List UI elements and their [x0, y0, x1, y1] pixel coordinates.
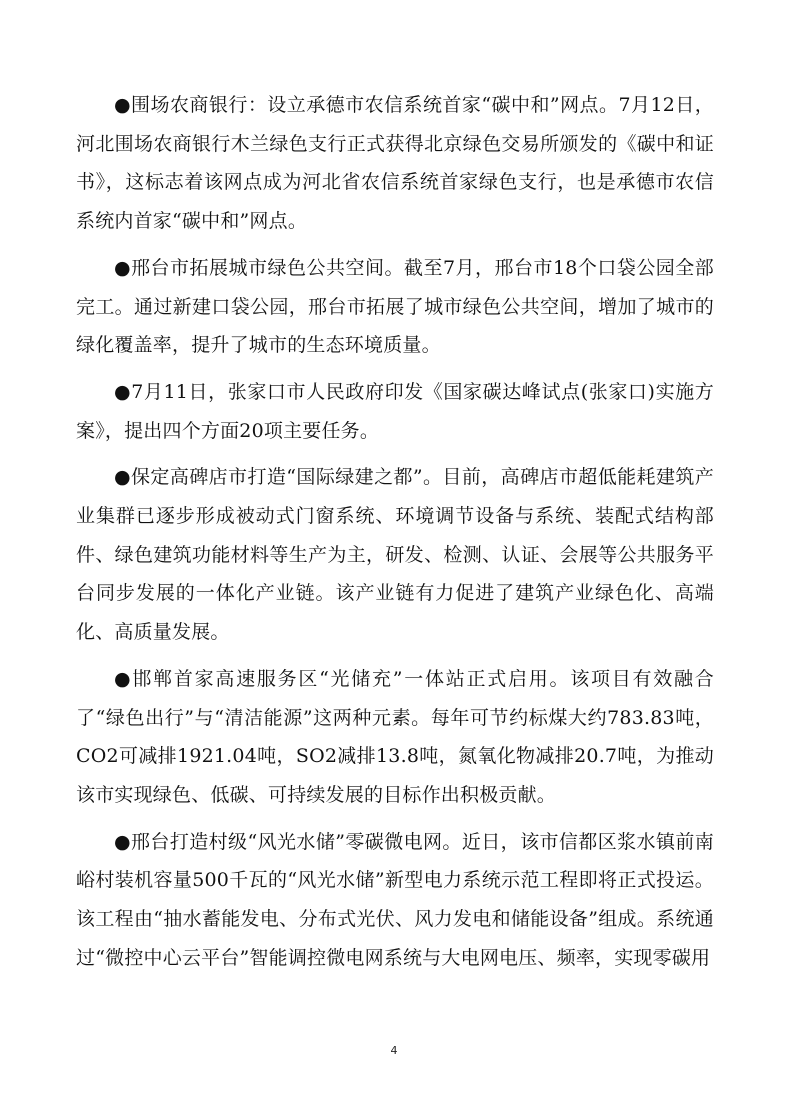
paragraph-xingtai-microgrid: ●邢台打造村级“风光水储”零碳微电网。近日，该市信都区浆水镇前南峪村装机容量500千瓦的“风光水储”新型电力系统示范工程即将正式投运。该工程由“抽水蓄能发电、分布式光伏、风力发电和储能设备”组成。系统通过“微控中心云平台”智能调控微电网系统与大电网电压、频率，实现零碳用 — [76, 830, 714, 969]
paragraph-xingtai-green-space: ●邢台市拓展城市绿色公共空间。截至7月，邢台市18个口袋公园全部完工。通过新建口袋公园，邢台市拓展了城市绿色公共空间，增加了城市的绿化覆盖率，提升了城市的生态环境质量。 — [76, 256, 714, 357]
paragraph-weichang-bank: ●围场农商银行：设立承德市农信系统首家“碳中和”网点。7月12日，河北围场农商银行木兰绿色支行正式获得北京绿色交易所颁发的《碳中和证书》，这标志着该网点成为河北省农信系统首家绿色支行，也是承德市农信系统内首家“碳中和”网点。 — [76, 94, 714, 233]
paragraph-gaobeidian-green-building: ●保定高碑店市打造“国际绿建之都”。目前，高碑店市超低能耗建筑产业集群已逐步形成被动式门窗系统、环境调节设备与系统、装配式结构部件、绿色建筑功能材料等生产为主，研发、检测、认证、会展等公共服务平台同步发展的一体化产业链。该产业链有力促进了建筑产业绿色化、高端化、高质量发展。 — [76, 466, 714, 644]
page-number: 4 — [390, 1044, 398, 1057]
paragraph-zhangjiakou-plan: ●7月11日，张家口市人民政府印发《国家碳达峰试点(张家口)实施方案》，提出四个方面20项主要任务。 — [76, 380, 714, 442]
paragraph-handan-charging-station: ●邯郸首家高速服务区“光储充”一体站正式启用。该项目有效融合了“绿色出行”与“清洁能源”这两种元素。每年可节约标煤大约783.83吨，CO2可减排1921.04吨，SO2减排13.8吨，氮氧化物减排20.7吨，为推动该市实现绿色、低碳、可持续发展的目标作出积极贡献。 — [76, 667, 714, 806]
body-text — [76, 86, 714, 985]
